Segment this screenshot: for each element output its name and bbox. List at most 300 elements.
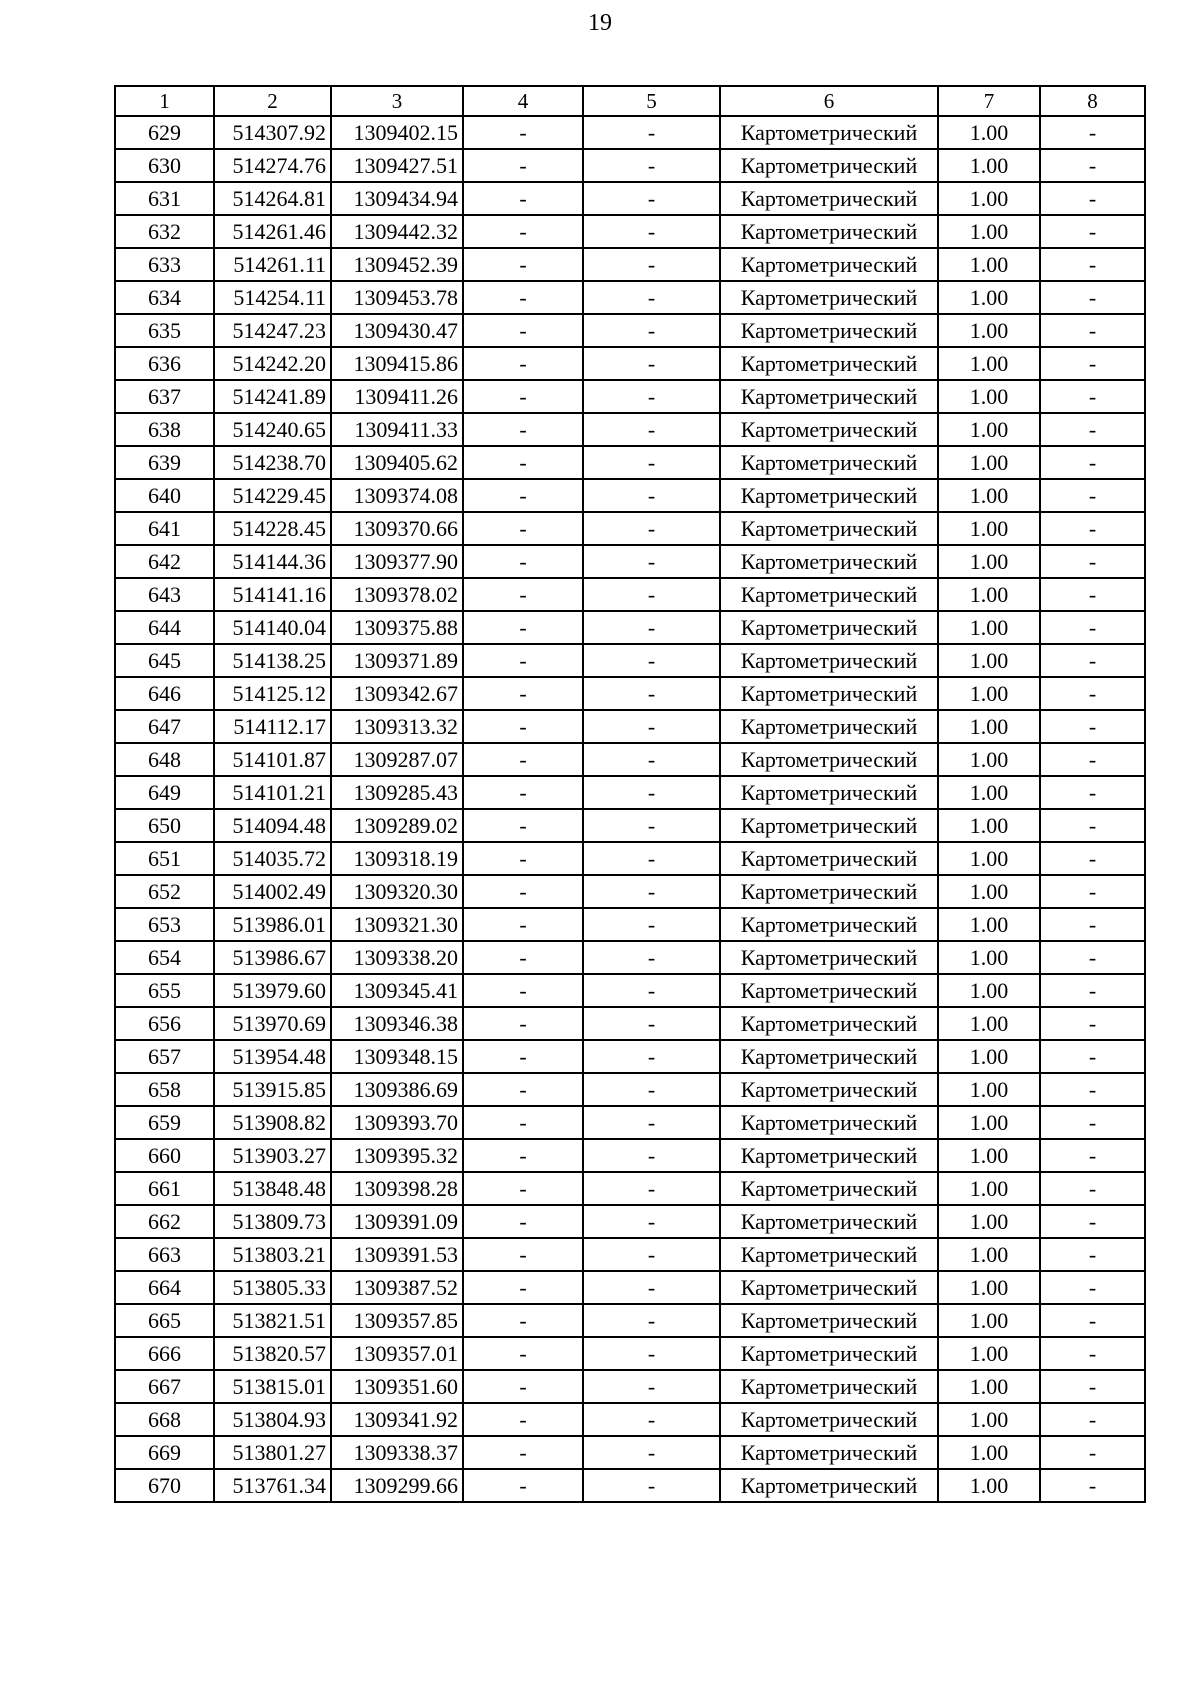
table-row (115, 512, 1145, 545)
table-cell: 660 (115, 1139, 214, 1172)
table-cell: - (463, 215, 583, 248)
table-cell: 1309411.33 (331, 413, 463, 446)
table-cell: 1.00 (938, 446, 1040, 479)
table-cell: 1309348.15 (331, 1040, 463, 1073)
table-cell: 1.00 (938, 116, 1040, 149)
table-cell: 1309427.51 (331, 149, 463, 182)
table-cell: - (583, 182, 720, 215)
table-cell: - (583, 545, 720, 578)
table-cell: 1309393.70 (331, 1106, 463, 1139)
table-cell: 1309387.52 (331, 1271, 463, 1304)
table-cell: - (463, 908, 583, 941)
table-cell: - (583, 1073, 720, 1106)
table-row (115, 842, 1145, 875)
table-cell: 514141.16 (214, 578, 331, 611)
table-cell: - (583, 512, 720, 545)
table-cell: 1.00 (938, 1073, 1040, 1106)
table-cell: - (1040, 710, 1145, 743)
table-cell: 1309299.66 (331, 1469, 463, 1502)
table-cell: 631 (115, 182, 214, 215)
table-cell: Картометрический (720, 776, 938, 809)
table-cell: 1309386.69 (331, 1073, 463, 1106)
table-cell: 513954.48 (214, 1040, 331, 1073)
table-cell: - (1040, 512, 1145, 545)
table-cell: Картометрический (720, 1238, 938, 1271)
table-row (115, 809, 1145, 842)
table-cell: 513986.01 (214, 908, 331, 941)
table-cell: 1309442.32 (331, 215, 463, 248)
table-cell: 1309318.19 (331, 842, 463, 875)
table-cell: - (583, 149, 720, 182)
table-cell: 1.00 (938, 1205, 1040, 1238)
table-row (115, 1205, 1145, 1238)
table-cell: - (463, 512, 583, 545)
table-cell: 637 (115, 380, 214, 413)
table-cell: 1.00 (938, 1436, 1040, 1469)
table-cell: 1309375.88 (331, 611, 463, 644)
table-cell: 659 (115, 1106, 214, 1139)
table-cell: - (463, 1403, 583, 1436)
table-cell: - (1040, 1106, 1145, 1139)
table-cell: - (463, 776, 583, 809)
table-cell: - (463, 1337, 583, 1370)
table-cell: 1.00 (938, 941, 1040, 974)
table-cell: 1309346.38 (331, 1007, 463, 1040)
table-cell: 650 (115, 809, 214, 842)
table-cell: 1.00 (938, 677, 1040, 710)
table-row (115, 1106, 1145, 1139)
table-cell: 1309321.30 (331, 908, 463, 941)
table-cell: Картометрический (720, 1370, 938, 1403)
table-cell: Картометрический (720, 479, 938, 512)
table-cell: - (463, 1172, 583, 1205)
table-row (115, 1403, 1145, 1436)
table-cell: 666 (115, 1337, 214, 1370)
table-cell: 1309434.94 (331, 182, 463, 215)
table-cell: 514261.11 (214, 248, 331, 281)
table-cell: - (463, 1106, 583, 1139)
table-cell: - (1040, 1172, 1145, 1205)
table-cell: 513761.34 (214, 1469, 331, 1502)
page-number: 19 (588, 10, 612, 36)
table-cell: - (1040, 248, 1145, 281)
table-cell: 1.00 (938, 710, 1040, 743)
table-cell: - (463, 149, 583, 182)
table-cell: 514264.81 (214, 182, 331, 215)
table-cell: 513804.93 (214, 1403, 331, 1436)
table-cell: 1.00 (938, 1370, 1040, 1403)
table-cell: 514240.65 (214, 413, 331, 446)
table-cell: - (1040, 149, 1145, 182)
table-cell: - (583, 1304, 720, 1337)
table-cell: 654 (115, 941, 214, 974)
table-cell: 1.00 (938, 578, 1040, 611)
table-cell: - (583, 314, 720, 347)
column-header: 1 (115, 86, 214, 116)
table-row (115, 1271, 1145, 1304)
table-cell: Картометрический (720, 1073, 938, 1106)
table-cell: - (583, 1403, 720, 1436)
table-cell: - (463, 842, 583, 875)
table-cell: 1.00 (938, 347, 1040, 380)
table-cell: Картометрический (720, 1106, 938, 1139)
table-cell: Картометрический (720, 413, 938, 446)
table-cell: 657 (115, 1040, 214, 1073)
table-cell: - (463, 1040, 583, 1073)
table-cell: 1309452.39 (331, 248, 463, 281)
table-cell: - (1040, 1271, 1145, 1304)
table-cell: 513970.69 (214, 1007, 331, 1040)
table-cell: 642 (115, 545, 214, 578)
table-cell: - (583, 875, 720, 908)
table-row (115, 413, 1145, 446)
table-cell: 1.00 (938, 1238, 1040, 1271)
table-cell: 630 (115, 149, 214, 182)
table-cell: - (583, 446, 720, 479)
table-cell: - (583, 1337, 720, 1370)
table-cell: Картометрический (720, 545, 938, 578)
table-row (115, 380, 1145, 413)
table-cell: Картометрический (720, 974, 938, 1007)
table-cell: - (583, 1271, 720, 1304)
table-cell: 514307.92 (214, 116, 331, 149)
table-cell: Картометрический (720, 743, 938, 776)
table-row (115, 347, 1145, 380)
table-cell: 513805.33 (214, 1271, 331, 1304)
table-cell: Картометрический (720, 1436, 938, 1469)
table-cell: 514238.70 (214, 446, 331, 479)
table-cell: - (583, 578, 720, 611)
table-cell: Картометрический (720, 842, 938, 875)
table-cell: 1309391.53 (331, 1238, 463, 1271)
column-header: 6 (720, 86, 938, 116)
table-row (115, 710, 1145, 743)
table-cell: 1.00 (938, 1403, 1040, 1436)
table-cell: 1.00 (938, 1172, 1040, 1205)
table-cell: 1.00 (938, 1139, 1040, 1172)
table-cell: Картометрический (720, 809, 938, 842)
table-row (115, 611, 1145, 644)
table-cell: - (1040, 281, 1145, 314)
table-cell: - (463, 1073, 583, 1106)
table-cell: 1309341.92 (331, 1403, 463, 1436)
table-cell: Картометрический (720, 677, 938, 710)
table-cell: 1.00 (938, 974, 1040, 1007)
table-cell: - (583, 974, 720, 1007)
table-cell: 634 (115, 281, 214, 314)
table-cell: - (583, 413, 720, 446)
table-cell: - (1040, 479, 1145, 512)
table-cell: 1.00 (938, 842, 1040, 875)
table-cell: - (583, 1436, 720, 1469)
table-row (115, 215, 1145, 248)
table-cell: - (583, 1238, 720, 1271)
table-cell: - (1040, 1469, 1145, 1502)
table-cell: 1.00 (938, 413, 1040, 446)
table-cell: 635 (115, 314, 214, 347)
table-cell: Картометрический (720, 1007, 938, 1040)
table-row (115, 1436, 1145, 1469)
table-row (115, 116, 1145, 149)
table-cell: 646 (115, 677, 214, 710)
table-cell: 514125.12 (214, 677, 331, 710)
table-cell: - (1040, 1304, 1145, 1337)
table-row (115, 644, 1145, 677)
table-row (115, 1139, 1145, 1172)
table-cell: 514094.48 (214, 809, 331, 842)
table-cell: - (463, 1436, 583, 1469)
table-cell: 1.00 (938, 380, 1040, 413)
table-cell: 514101.21 (214, 776, 331, 809)
table-cell: 514254.11 (214, 281, 331, 314)
table-cell: Картометрический (720, 182, 938, 215)
table-cell: - (463, 545, 583, 578)
table-cell: - (583, 1007, 720, 1040)
table-cell: - (463, 116, 583, 149)
table-cell: 1.00 (938, 644, 1040, 677)
table-cell: 1.00 (938, 1040, 1040, 1073)
table-cell: - (1040, 644, 1145, 677)
table-cell: Картометрический (720, 644, 938, 677)
table-row (115, 1337, 1145, 1370)
table-cell: 644 (115, 611, 214, 644)
table-header-row (115, 86, 1145, 116)
table-cell: 652 (115, 875, 214, 908)
table-cell: 1.00 (938, 1271, 1040, 1304)
table-cell: - (1040, 1436, 1145, 1469)
table-cell: 514242.20 (214, 347, 331, 380)
table-cell: 632 (115, 215, 214, 248)
column-header: 8 (1040, 86, 1145, 116)
table-cell: - (583, 1106, 720, 1139)
table-cell: - (583, 1172, 720, 1205)
table-cell: - (1040, 611, 1145, 644)
table-cell: 640 (115, 479, 214, 512)
table-cell: 513979.60 (214, 974, 331, 1007)
table-cell: 1.00 (938, 314, 1040, 347)
table-cell: - (583, 1469, 720, 1502)
table-cell: 1.00 (938, 1007, 1040, 1040)
table-cell: - (463, 380, 583, 413)
table-row (115, 182, 1145, 215)
table-cell: - (463, 446, 583, 479)
table-cell: 633 (115, 248, 214, 281)
table-body (115, 116, 1145, 1502)
table-cell: 1.00 (938, 149, 1040, 182)
table-cell: 513820.57 (214, 1337, 331, 1370)
table-cell: 668 (115, 1403, 214, 1436)
table-row (115, 1040, 1145, 1073)
table-row (115, 149, 1145, 182)
table-cell: 1309405.62 (331, 446, 463, 479)
table-cell: 669 (115, 1436, 214, 1469)
table-cell: Картометрический (720, 215, 938, 248)
table-cell: - (463, 182, 583, 215)
table-cell: 1.00 (938, 182, 1040, 215)
table-cell: - (583, 281, 720, 314)
table-cell: Картометрический (720, 611, 938, 644)
table-cell: - (1040, 743, 1145, 776)
table-cell: - (1040, 776, 1145, 809)
table-cell: 1309374.08 (331, 479, 463, 512)
table-cell: 670 (115, 1469, 214, 1502)
table-cell: 1.00 (938, 1304, 1040, 1337)
table-cell: 1309320.30 (331, 875, 463, 908)
table-cell: - (463, 281, 583, 314)
table-cell: 514261.46 (214, 215, 331, 248)
table-cell: 1309345.41 (331, 974, 463, 1007)
table-cell: 1309411.26 (331, 380, 463, 413)
table-cell: 513801.27 (214, 1436, 331, 1469)
table-cell: Картометрический (720, 1205, 938, 1238)
table-cell: 1309398.28 (331, 1172, 463, 1205)
table-cell: - (1040, 941, 1145, 974)
table-cell: Картометрический (720, 908, 938, 941)
table-cell: 1.00 (938, 776, 1040, 809)
table-row (115, 314, 1145, 347)
table-cell: - (583, 1205, 720, 1238)
table-cell: - (1040, 578, 1145, 611)
coordinates-table (114, 85, 1146, 1503)
table-cell: Картометрический (720, 314, 938, 347)
table-cell: 514138.25 (214, 644, 331, 677)
table-cell: - (463, 974, 583, 1007)
table-row (115, 776, 1145, 809)
table-cell: 1.00 (938, 1106, 1040, 1139)
table-cell: - (1040, 215, 1145, 248)
table-cell: 513903.27 (214, 1139, 331, 1172)
table-cell: 513821.51 (214, 1304, 331, 1337)
table-cell: 514101.87 (214, 743, 331, 776)
table-cell: - (463, 1304, 583, 1337)
table-cell: - (463, 710, 583, 743)
table-cell: - (1040, 380, 1145, 413)
table-cell: - (463, 347, 583, 380)
table-cell: - (1040, 1403, 1145, 1436)
table-cell: 1309351.60 (331, 1370, 463, 1403)
table-row (115, 1469, 1145, 1502)
table-cell: - (463, 1370, 583, 1403)
table-cell: - (1040, 875, 1145, 908)
table-cell: 629 (115, 116, 214, 149)
table-cell: Картометрический (720, 1304, 938, 1337)
table-cell: - (583, 1040, 720, 1073)
table-row (115, 1370, 1145, 1403)
table-cell: 514274.76 (214, 149, 331, 182)
table-cell: - (1040, 974, 1145, 1007)
table-cell: - (463, 578, 583, 611)
table-row (115, 743, 1145, 776)
table-cell: 1.00 (938, 908, 1040, 941)
table-cell: 1.00 (938, 545, 1040, 578)
table-cell: - (583, 809, 720, 842)
table-cell: Картометрический (720, 1271, 938, 1304)
column-header: 2 (214, 86, 331, 116)
table-cell: 514112.17 (214, 710, 331, 743)
table-cell: - (463, 743, 583, 776)
table-cell: - (1040, 314, 1145, 347)
table-row (115, 974, 1145, 1007)
table-cell: 514144.36 (214, 545, 331, 578)
table-cell: - (463, 941, 583, 974)
table-cell: - (1040, 809, 1145, 842)
table-row (115, 1238, 1145, 1271)
table-cell: - (583, 677, 720, 710)
table-row (115, 248, 1145, 281)
table-cell: 1.00 (938, 1469, 1040, 1502)
table-cell: Картометрический (720, 347, 938, 380)
table-cell: 1.00 (938, 743, 1040, 776)
table-cell: - (1040, 116, 1145, 149)
table-cell: - (1040, 1007, 1145, 1040)
table-cell: 513803.21 (214, 1238, 331, 1271)
table-cell: 647 (115, 710, 214, 743)
column-header: 5 (583, 86, 720, 116)
table-cell: 514229.45 (214, 479, 331, 512)
table-cell: 1.00 (938, 611, 1040, 644)
table-cell: 513915.85 (214, 1073, 331, 1106)
table-cell: 513815.01 (214, 1370, 331, 1403)
table-row (115, 1172, 1145, 1205)
table-cell: - (583, 710, 720, 743)
table-row (115, 446, 1145, 479)
table-cell: 1309357.85 (331, 1304, 463, 1337)
table-cell: - (463, 479, 583, 512)
table-cell: 1309395.32 (331, 1139, 463, 1172)
table-cell: - (1040, 182, 1145, 215)
table-cell: 513986.67 (214, 941, 331, 974)
table-cell: - (1040, 347, 1145, 380)
table-cell: - (463, 611, 583, 644)
table-cell: 1.00 (938, 1337, 1040, 1370)
table-cell: - (463, 1238, 583, 1271)
table-cell: 667 (115, 1370, 214, 1403)
table-cell: - (583, 941, 720, 974)
table-cell: - (583, 1139, 720, 1172)
table-cell: 1309338.20 (331, 941, 463, 974)
table-cell: Картометрический (720, 710, 938, 743)
table-cell: 653 (115, 908, 214, 941)
table-cell: - (1040, 1205, 1145, 1238)
table-row (115, 677, 1145, 710)
table-cell: - (583, 1370, 720, 1403)
table-row (115, 908, 1145, 941)
table-row (115, 578, 1145, 611)
table-cell: - (583, 347, 720, 380)
table-cell: 664 (115, 1271, 214, 1304)
table-cell: 638 (115, 413, 214, 446)
table-cell: 1.00 (938, 281, 1040, 314)
table-cell: 514241.89 (214, 380, 331, 413)
table-cell: 1309378.02 (331, 578, 463, 611)
table-cell: - (583, 644, 720, 677)
table-cell: Картометрический (720, 248, 938, 281)
table-cell: Картометрический (720, 512, 938, 545)
table-cell: - (583, 248, 720, 281)
table-cell: 1309289.02 (331, 809, 463, 842)
table-cell: 1309453.78 (331, 281, 463, 314)
table-cell: - (583, 380, 720, 413)
table-cell: 662 (115, 1205, 214, 1238)
table-cell: Картометрический (720, 1403, 938, 1436)
table-cell: 645 (115, 644, 214, 677)
table-cell: - (583, 776, 720, 809)
table-cell: 1309287.07 (331, 743, 463, 776)
table-cell: 1309370.66 (331, 512, 463, 545)
table-cell: - (1040, 1073, 1145, 1106)
table-cell: - (463, 1139, 583, 1172)
table-cell: Картометрический (720, 875, 938, 908)
